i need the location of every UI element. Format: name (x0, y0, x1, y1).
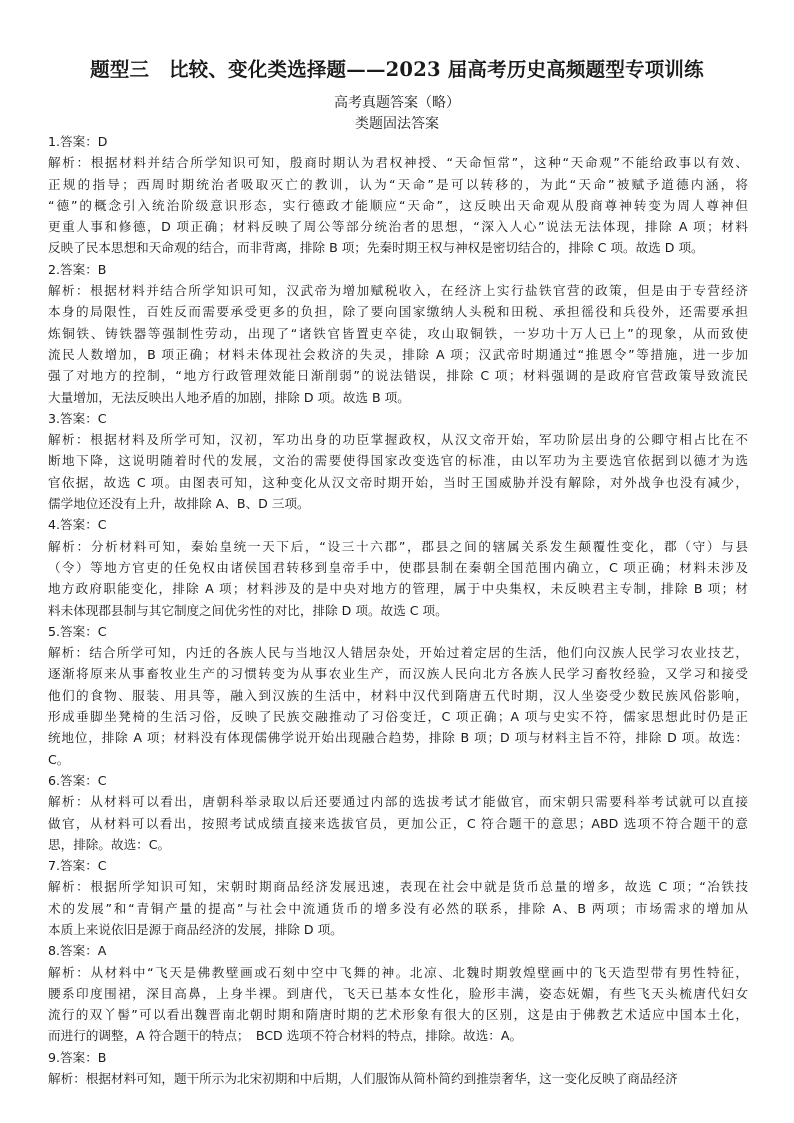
answer-item (48, 940, 748, 1046)
answer-item (48, 621, 748, 770)
explanation-line: 解析：根据所学知识可知，宋朝时期商品经济发展迅速，表现在社会中就是货币总量的增多，故选 C 项；“冶铁技 (48, 879, 748, 895)
answer-label: 7.答案：C (48, 858, 107, 874)
explanation-line: 正规的指导；西周时期统治者吸取灭亡的教训，认为“天命”是可以转移的，为此“天命”被赋予道德内涵，将 (48, 176, 748, 192)
explanation-line: 流行的双丫髻”可以看出魏晋南北朝时期和隋唐时期的艺术形象有很大的区别，这是由于佛教艺术适应中国本土化， (48, 1007, 748, 1023)
answer-label: 9.答案：B (48, 1049, 107, 1065)
explanation-line: 做官，从材料可以看出，按照考试成绩直接来选拔官员，更加公正，C 符合题干的意思；ABD 选项不符合题干的意 (48, 815, 748, 831)
explanation-line: “德”的概念引入统治阶级意识形态，实行德政才能顺应“天命”，这反映出天命观从殷商尊神转变为周人尊神但 (48, 197, 748, 213)
explanation-line: 解析：分析材料可知，秦始皇统一天下后，“设三十六郡”，郡县之间的辖属关系发生颠覆性变化，郡（守）与县 (48, 538, 748, 554)
explanation-line: 官依据，故选 C 项。由图表可知，这种变化从汉文帝时期开始，当时王国威胁并没有解除，对外战争也没有减少， (48, 474, 748, 490)
page-title: 题型三 比较、变化类选择题——2023 届高考历史高频题型专项训练 (90, 58, 704, 81)
explanation-line: 地方政府职能变化，排除 A 项；材料涉及的是中央对地方的管理，属于中央集权，未反映君主专制，排除 B 项；材 (48, 581, 748, 597)
answer-label: 4.答案：C (48, 517, 107, 533)
answer-item (48, 855, 748, 940)
explanation-line: 更重人事和修德，D 项正确；材料反映了周公等部分统治者的思想，“深入人心”说法无法体现，排除 A 项；材料 (48, 219, 748, 235)
answer-item (48, 408, 748, 514)
page-subtitle-practice-answers: 类题固法答案 (355, 116, 439, 132)
explanation-line: 反映了民本思想和天命观的结合，而非背离，排除 B 项；先秦时期王权与神权是密切结合的，排除 C 项。故选 D 项。 (48, 240, 704, 256)
explanation-line: 思，排除。故选：C。 (48, 836, 171, 852)
page-subtitle-exam-answers: 高考真题答案（略） (334, 95, 460, 111)
answer-item (48, 770, 748, 855)
explanation-line: 腰系印度围裙，深目高鼻，上身半裸。到唐代，飞天已基本女性化，脸形丰满，姿态妩媚，有些飞天头梳唐代妇女 (48, 985, 748, 1001)
explanation-line: 解析：根据材料可知，题干所示为北宋初期和中后期，人们服饰从简朴简约到推崇奢华，这一变化反映了商品经济 (48, 1071, 678, 1087)
explanation-line: （令）等地方官吏的任免权由诸侯国君转移到皇帝手中，使郡县制在秦朝全国范围内确立，C 项正确；材料未涉及 (48, 559, 748, 575)
answer-label: 2.答案：B (48, 261, 107, 277)
explanation-line: 本身的局限性，百姓反而需要承受更多的负担，除了要向国家缴纳人头税和田税、承担徭役和兵役外，还需要承担 (48, 304, 748, 320)
explanation-line: 而进行的调整，A 符合题干的特点； BCD 选项不符合材料的特点，排除。故选：A。 (48, 1028, 523, 1044)
explanation-line: 解析：从材料中“飞天是佛教壁画或石刻中空中飞舞的神。北凉、北魏时期敦煌壁画中的飞天造型带有男性特征， (48, 964, 748, 980)
answer-item (48, 1047, 748, 1090)
explanation-line: 断地下降，这说明随着时代的发展，文治的需要使得国家改变选官的标准，由以军功为主要选官依据到以德才为选 (48, 453, 748, 469)
explanation-line: 解析：根据材料及所学可知，汉初，军功出身的功臣掌握政权，从汉文帝开始，军功阶层出身的公卿守相占比在不 (48, 432, 748, 448)
explanation-line: 料未体现郡县制与其它制度之间优劣性的对比，排除 D 项。故选 C 项。 (48, 602, 448, 618)
explanation-line: C。 (48, 751, 70, 767)
explanation-line: 形成垂脚坐凳椅的生活习俗，反映了民族交融推动了习俗变迁，C 项正确；A 项与史实不符，儒家思想此时仍是正 (48, 709, 748, 725)
explanation-line: 大量增加，无法反映出人地矛盾的加剧，排除 D 项。故选 B 项。 (48, 389, 410, 405)
explanation-line: 炼铜铁、铸铁器等强制性劳动，出现了“诸铁官皆置吏卒徒，攻山取铜铁，一岁功十万人已上”的现象，从而致使 (48, 325, 748, 341)
answer-label: 6.答案：C (48, 772, 107, 788)
answer-label: 8.答案：A (48, 943, 107, 959)
explanation-line: 本质上来说依旧是源于商品经济的发展，排除 D 项。 (48, 921, 343, 937)
explanation-line: 逐渐将原来从事畜牧业生产的习惯转变为从事农业生产，而汉族人民向北方各族人民学习畜牧经验，又学习和接受 (48, 666, 748, 682)
answer-label: 5.答案：C (48, 623, 107, 639)
explanation-line: 流民人数增加，B 项正确；材料未体现社会救济的失灵，排除 A 项；汉武帝时期通过“推恩令”等措施，进一步加 (48, 346, 748, 362)
answer-item (48, 131, 748, 259)
explanation-line: 解析：根据材料并结合所学知识可知，殷商时期认为君权神授、“天命恒常”，这种“天命观”不能给政事以有效、 (48, 155, 748, 171)
answer-item (48, 259, 748, 408)
explanation-line: 解析：根据材料并结合所学知识可知，汉武帝为增加赋税收入，在经济上实行盐铁官营的政策，但是由于专营经济 (48, 283, 748, 299)
explanation-line: 他们的食物、服装、用具等，融入到汉族的生活中，材料中汉代到隋唐五代时期，汉人坐姿受少数民族风俗影响， (48, 687, 748, 703)
explanation-line: 儒学地位还没有上升，故排除 A、B、D 三项。 (48, 496, 310, 512)
explanation-line: 解析：从材料可以看出，唐朝科举录取以后还要通过内部的选拔考试才能做官，而宋朝只需要科举考试就可以直接 (48, 794, 748, 810)
explanation-line: 解析：结合所学可知，内迁的各族人民与当地汉人错居杂处，开始过着定居的生活，他们向汉族人民学习农业技艺， (48, 645, 748, 661)
answer-label: 1.答案：D (48, 134, 108, 149)
answer-list (48, 131, 748, 1089)
explanation-line: 统地位，排除 A 项；材料没有体现儒佛学说开始出现融合趋势，排除 B 项；D 项与材料主旨不符，排除 D 项。故选： (48, 730, 748, 746)
answer-label: 3.答案：C (48, 410, 107, 426)
answer-item (48, 514, 748, 620)
explanation-line: 强了对地方的控制，“地方行政管理效能日渐削弱”的说法错误，排除 C 项；材料强调的是政府官营政策导致流民 (48, 368, 748, 384)
explanation-line: 术的发展”和“青铜产量的提高”与社会中流通货币的增多没有必然的联系，排除 A、B 两项；市场需求的增加从 (48, 900, 748, 916)
